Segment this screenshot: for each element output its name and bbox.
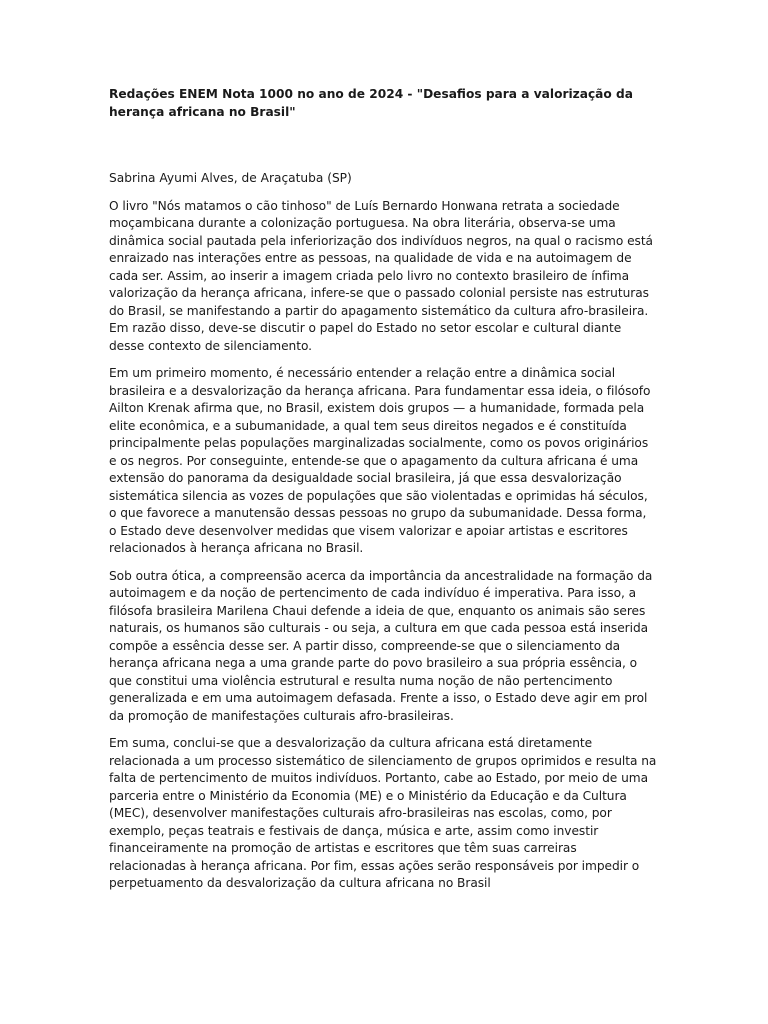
paragraph-intro: O livro "Nós matamos o cão tinhoso" de Luís Bernardo Honwana retrata a sociedade moçambicana durante a colonização portuguesa. Na obra literária, observa-se uma dinâmica social pautada pela inferiorização dos indivíduos negros, na qual o racismo está enraizado nas interações entre as pessoas, na qualidade de vida e na autoimagem de cada ser. Assim, ao inserir a imagem criada pelo livro no contexto brasileiro de ínfima valorização da herança africana, infere-se que o passado colonial persiste nas estruturas do Brasil, se manifestando a partir do apagamento sistemático da cultura afro-brasileira. Em razão disso, deve-se discutir o papel do Estado no setor escolar e cultural diante desse contexto de silenciamento.: [109, 198, 653, 353]
paragraph-development-2: Sob outra ótica, a compreensão acerca da importância da ancestralidade na formação da autoimagem e da noção de pertencimento de cada indivíduo é imperativa. Para isso, a filósofa brasileira Marilena Chaui defende a ideia de que, enquanto os animais são seres naturais, os humanos são culturais - ou seja, a cultura em que cada pessoa está inserida compõe a essência desse ser. A partir disso, compreende-se que o silenciamento da herança africana nega a uma grande parte do povo brasileiro a sua própria essência, o que constitui uma violência estrutural e resulta numa noção de não pertencimento generalizada e em uma autoimagem defasada. Frente a isso, o Estado deve agir em prol da promoção de manifestações culturais afro-brasileiras.: [109, 568, 653, 723]
paragraph-development-1: Em um primeiro momento, é necessário entender a relação entre a dinâmica social brasileira e a desvalorização da herança africana. Para fundamentar essa ideia, o filósofo Ailton Krenak afirma que, no Brasil, existem dois grupos — a humanidade, formada pela elite econômica, e a subumanidade, a qual tem seus direitos negados e é constituída principalmente pelas populações marginalizadas socialmente, como os povos originários e os negros. Por conseguinte, entende-se que o apagamento da cultura africana é uma extensão do panorama da desigualdade social brasileira, já que essa desvalorização sistemática silencia as vozes de populações que são violentadas e oprimidas há séculos, o que favorece a manutensão dessas pessoas no grupo da subumanidade. Dessa forma, o Estado deve desenvolver medidas que visem valorizar e apoiar artistas e escritores relacionados à herança africana no Brasil.: [109, 366, 651, 555]
document-title: Redações ENEM Nota 1000 no ano de 2024 - "Desafios para a valorização da herança africana no Brasil": [109, 87, 633, 119]
author-line: Sabrina Ayumi Alves, de Araçatuba (SP): [109, 171, 352, 185]
paragraph-conclusion: Em suma, conclui-se que a desvalorização da cultura africana está diretamente relacionada a um processo sistemático de silenciamento de grupos oprimidos e resulta na falta de pertencimento de muitos indivíduos. Portanto, cabe ao Estado, por meio de uma parceria entre o Ministério da Economia (ME) e o Ministério da Educação e da Cultura (MEC), desenvolver manifestações culturais afro-brasileiras nas escolas, como, por exemplo, peças teatrais e festivais de dança, música e arte, assim como investir financeiramente na promoção de artistas e escritores que têm suas carreiras relacionadas à herança africana. Por fim, essas ações serão responsáveis por impedir o perpetuamento da desvalorização da cultura africana no Brasil: [109, 736, 657, 890]
document-page: [109, 86, 657, 903]
